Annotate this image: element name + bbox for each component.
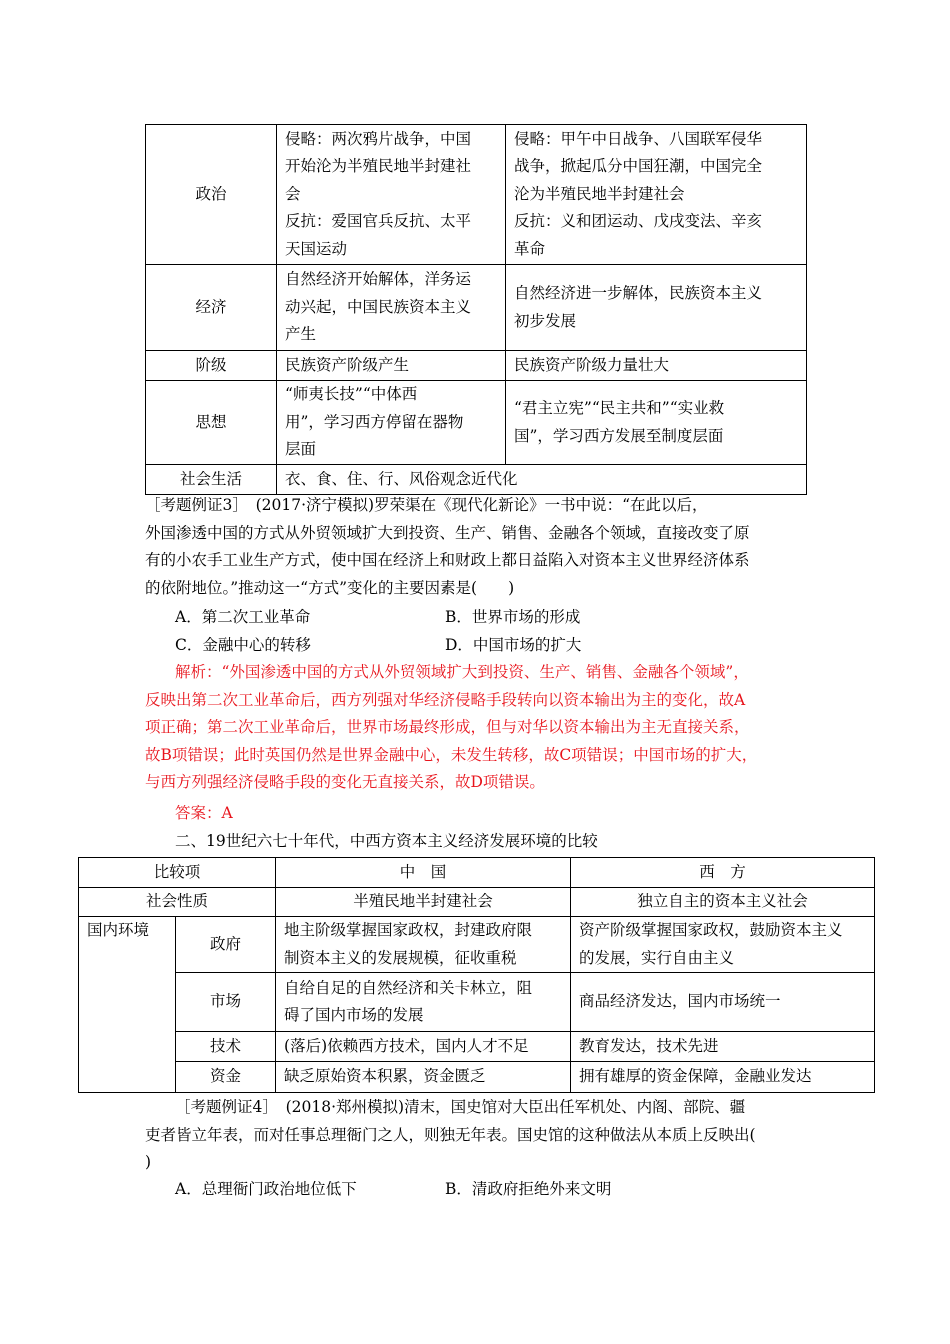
row-label: 技术 [176, 1032, 276, 1062]
option-b: B．清政府拒绝外来文明 [445, 1180, 612, 1198]
table-cell: 自给自足的自然经济和关卡林立，阻 碍了国内市场的发展 [276, 973, 571, 1032]
table-cell: 资产阶级掌握国家政权，鼓励资本主义 的发展，实行自由主义 [571, 917, 875, 973]
header-cell: 中 国 [276, 858, 571, 888]
table-cell: 自然经济进一步解体，民族资本主义 初步发展 [506, 265, 807, 351]
table-cell: 自然经济开始解体，洋务运 动兴起，中国民族资本主义 产生 [277, 265, 506, 351]
question-3-answer: 答案：A [175, 804, 233, 822]
table-cell: 民族资产阶级力量壮大 [506, 351, 807, 381]
table-row [146, 381, 807, 465]
table-cell-merged: 衣、食、住、行、风俗观念近代化 [277, 465, 807, 495]
table-row [146, 351, 807, 381]
table-cell: 地主阶级掌握国家政权，封建政府限 制资本主义的发展规模，征收重税 [276, 917, 571, 973]
table-cell: (落后)依赖西方技术，国内人才不足 [276, 1032, 571, 1062]
table-row [79, 973, 875, 1032]
table-cell: 民族资产阶级产生 [277, 351, 506, 381]
option-b: B．世界市场的形成 [445, 608, 581, 626]
row-label: 经济 [146, 265, 277, 351]
group-label: 国内环境 [79, 917, 176, 1093]
header-cell: 西 方 [571, 858, 875, 888]
question-4-stem: ［考题例证4］ (2018·郑州模拟)清末，国史馆对大臣出任军机处、内阁、部院、疆 吏者皆立年表，而对任事总理衙门之人，则独无年表。国史馆的这种做法从本质上反映出( ) [145, 1098, 756, 1171]
option-d: D．中国市场的扩大 [445, 636, 582, 654]
table-row [79, 1032, 875, 1062]
table-row [146, 465, 807, 495]
table-row [79, 917, 875, 973]
comparison-table-2 [78, 857, 875, 1093]
question-3-stem: ［考题例证3］ (2017·济宁模拟)罗荣渠在《现代化新论》一书中说：“在此以后， 外国渗透中国的方式从外贸领域扩大到投资、生产、销售、金融各个领域，直接改变了原 有的小农手工业生产方式，使中国在经济上和财政上都日益陷入对资本主义世界经济体系 的依附地位。”推动这一“方式”变化的主要因素是( ) [145, 496, 750, 597]
row-label: 阶级 [146, 351, 277, 381]
option-a: A．第二次工业革命 [175, 608, 311, 626]
table-cell: 拥有雄厚的资金保障，金融业发达 [571, 1062, 875, 1093]
table-cell: 商品经济发达，国内市场统一 [571, 973, 875, 1032]
table-cell: “君主立宪”“民主共和”“实业救 国”，学习西方发展至制度层面 [506, 381, 807, 465]
row-label: 政府 [176, 917, 276, 973]
table-cell: “师夷长技”“中体西 用”，学习西方停留在器物 层面 [277, 381, 506, 465]
table-cell: 半殖民地半封建社会 [276, 888, 571, 917]
table-row [146, 125, 807, 265]
row-label: 社会生活 [146, 465, 277, 495]
option-c: C．金融中心的转移 [175, 636, 311, 654]
table-row [146, 265, 807, 351]
section-2-title: 二、19世纪六七十年代，中西方资本主义经济发展环境的比较 [175, 832, 598, 850]
table-cell: 教育发达，技术先进 [571, 1032, 875, 1062]
comparison-table-1 [145, 124, 807, 495]
table-cell: 独立自主的资本主义社会 [571, 888, 875, 917]
row-label: 市场 [176, 973, 276, 1032]
table-header-row [79, 858, 875, 888]
table-row [79, 888, 875, 917]
row-label: 资金 [176, 1062, 276, 1093]
table-cell: 侵略：甲午中日战争、八国联军侵华 战争，掀起瓜分中国狂潮，中国完全 沦为半殖民地半封建社会 反抗：义和团运动、戊戌变法、辛亥 革命 [506, 125, 807, 265]
table-cell: 缺乏原始资本积累，资金匮乏 [276, 1062, 571, 1093]
header-cell: 比较项 [79, 858, 276, 888]
table-cell: 侵略：两次鸦片战争，中国 开始沦为半殖民地半封建社 会 反抗：爱国官兵反抗、太平 天国运动 [277, 125, 506, 265]
row-label: 社会性质 [79, 888, 276, 917]
row-label: 政治 [146, 125, 277, 265]
row-label: 思想 [146, 381, 277, 465]
question-3-analysis: 解析：“外国渗透中国的方式从外贸领域扩大到投资、生产、销售、金融各个领域”， 反映出第二次工业革命后，西方列强对华经济侵略手段转向以资本输出为主的变化，故A 项正确；第二次工业革命后，世界市场最终形成，但与对华以资本输出为主无直接关系， 故B项错误；此时英国仍然是世界金融中心，未发生转移，故C项错误；中国市场的扩大， 与西方列强经济侵略手段的变化无直接关系，故D项错误。 [145, 663, 758, 791]
option-a: A．总理衙门政治地位低下 [175, 1180, 357, 1198]
table-row [79, 1062, 875, 1093]
